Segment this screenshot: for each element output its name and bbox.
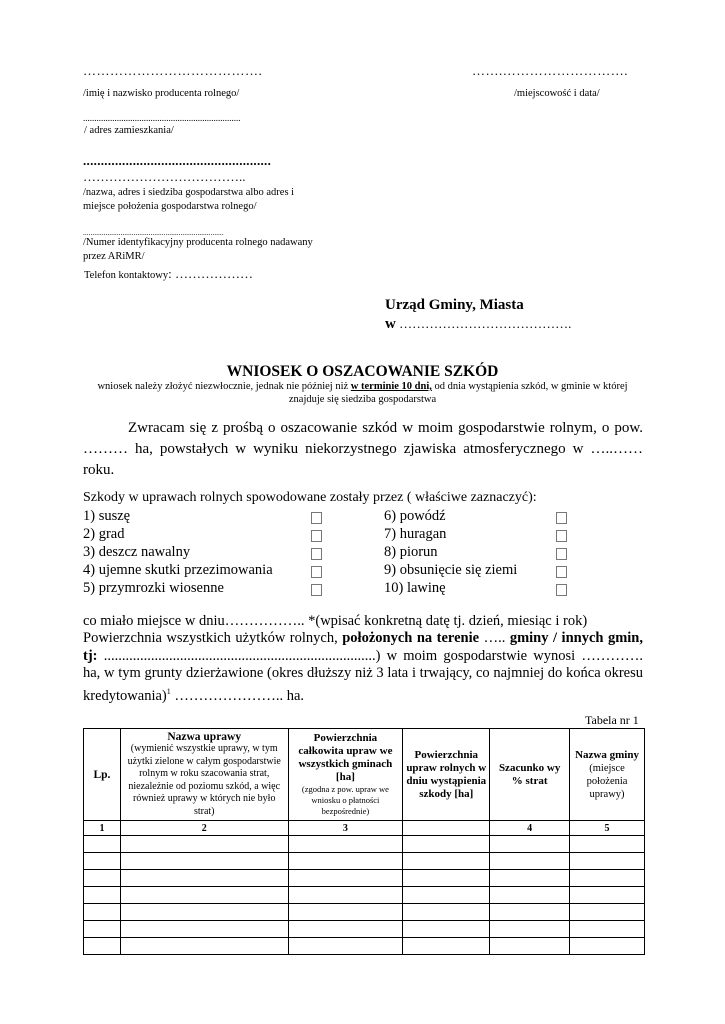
column-number: 2 [120,821,288,836]
table-cell[interactable] [490,853,570,870]
cause-lightning: 8) piorun [384,544,438,560]
table-row [84,921,645,938]
place-date-dots[interactable]: …….………………………. [472,63,628,78]
area-bold-2: gminy / innych gmin, tj: [83,630,643,664]
request-paragraph: Zwracam się z prośbą o oszacowanie szkód w moim gospodarstwie rolnym, o pow. ……… ha, powstałych w wyniku niekorzystnego zjawiska atmosferycznego w …..…… roku. [83,420,643,478]
table-cell[interactable] [84,904,121,921]
table-cell[interactable] [570,938,645,955]
farm-label-1: /nazwa, adres i siedziba gospodarstwa albo adres i [83,187,295,198]
table-header-row [84,729,645,821]
table-cell[interactable] [84,887,121,904]
table-cell[interactable] [120,904,288,921]
id-label-2: przez ARiMR/ [83,251,145,262]
table-cell[interactable] [288,887,403,904]
table-cell[interactable] [120,870,288,887]
recipient-line-1: Urząd Gminy, Miasta [385,297,524,313]
table-cell[interactable] [403,853,490,870]
table-row [84,887,645,904]
column-number: 1 [84,821,121,836]
table-cell[interactable] [403,836,490,853]
table-cell[interactable] [120,836,288,853]
table-cell[interactable] [570,921,645,938]
table-cell[interactable] [570,853,645,870]
form-title: WNIOSEK O OSZACOWANIE SZKÓD [226,363,499,380]
recipient-dots[interactable]: …………………………………. [395,316,572,331]
address-label: / adres zamieszkania/ [84,125,174,136]
table-cell[interactable] [84,921,121,938]
farm-dots-1[interactable]: ..................................................... [83,153,272,168]
header-commune [570,729,645,821]
column-number: 3 [288,821,403,836]
checkbox-drought[interactable] [311,512,322,524]
table-cell[interactable] [120,853,288,870]
table-cell[interactable] [84,870,121,887]
header-crop-name-title: Nazwa uprawy [167,731,242,743]
table-caption: Tabela nr 1 [585,713,639,727]
address-dots[interactable]: ...................................................................... [83,113,241,123]
area-bold-1: położonych na terenie [342,630,480,646]
header-commune-title: Nazwa gminy [575,748,639,761]
checkbox-avalanche[interactable] [556,584,567,596]
table-cell[interactable] [120,887,288,904]
table-cell[interactable] [403,921,490,938]
cause-heavy-rain: 3) deszcz nawalny [83,544,191,560]
form-subtitle-1 [0,381,725,392]
recipient-line-2 [385,315,571,333]
checkbox-flood[interactable] [556,512,567,524]
table-row [84,836,645,853]
table-cell[interactable] [490,938,570,955]
header-total-area-title: Powierzchnia całkowita upraw we wszystkich gminach [ha] [298,732,393,783]
phone-row [84,265,253,283]
table-cell[interactable] [570,887,645,904]
table-cell[interactable] [288,853,403,870]
table-cell[interactable] [288,870,403,887]
name-dots[interactable]: …………………………………. [83,63,263,78]
table-cell[interactable] [570,870,645,887]
table-cell[interactable] [288,904,403,921]
subtitle-deadline: w terminie 10 dni, [350,381,432,392]
column-number: 4 [490,821,570,836]
table-cell[interactable] [120,938,288,955]
area-part-2: ….. [479,630,510,646]
table-row [84,853,645,870]
table-row [84,870,645,887]
phone-dots[interactable]: : ……………… [168,266,253,281]
farm-dots-2[interactable]: ……………………………….. [83,169,246,184]
header-damaged-area: Powierzchnia upraw rolnych w dniu wystąpienia szkody [ha] [403,729,490,821]
table-cell[interactable] [120,921,288,938]
header-total-area-note: (zgodna z pow. upraw we wniosku o płatności bezpośrednie) [301,784,389,816]
cause-flood: 6) powódź [384,508,446,524]
cause-landslide: 9) obsunięcie się ziemi [384,562,518,578]
header-crop-name [120,729,288,821]
crops-table [83,728,645,955]
area-part-1: Powierzchnia wszystkich użytków rolnych, [83,630,343,646]
checkbox-winter-damage[interactable] [311,566,322,578]
subtitle-part-1: wniosek należy złożyć niezwłocznie, jednak nie później niż [97,381,351,392]
table-row [84,904,645,921]
checkbox-heavy-rain[interactable] [311,548,322,560]
cause-winter-damage: 4) ujemne skutki przezimowania [83,562,273,578]
table-cell[interactable] [403,870,490,887]
column-number: 5 [570,821,645,836]
table-cell[interactable] [490,836,570,853]
farm-label-2: miejsce położenia gospodarstwa rolnego/ [83,201,257,212]
id-label-1: /Numer identyfikacyjny producenta rolnego nadawany [83,237,313,248]
cause-hurricane: 7) huragan [384,526,447,542]
header-lp: Lp. [84,729,121,821]
header-crop-name-note: (wymienić wszystkie uprawy, w tym użytki zielone w całym gospodarstwie rolnym w roku szacowania strat, niezależnie od poziomu szkód, a więc również uprawy w których nie było strat) [127,743,281,817]
place-date-label: /miejscowość i data/ [514,88,600,99]
table-row [84,938,645,955]
table-cell[interactable] [288,938,403,955]
table-cell[interactable] [84,853,121,870]
date-line: co miało miejsce w dniu…………….. *(wpisać konkretną datę tj. dzień, miesiąc i rok) [83,613,588,629]
table-cell[interactable] [84,836,121,853]
area-paragraph [83,630,643,705]
phone-label: Telefon kontaktowy [84,270,169,281]
form-subtitle-2: znajduje się siedziba gospodarstwa [288,394,437,405]
area-part-3: ...........................................................................) w moim gospodarstwie wynosi …………. ha, w tym grunty dzierżawione (okres dłuższy niż 3 lata i trwający, co najmniej do końca okresu kredytowania) [83,647,643,704]
cause-hail: 2) grad [83,526,125,542]
table-cell[interactable] [490,870,570,887]
id-dots[interactable]: ........................................................................... [83,228,224,237]
table-cell[interactable] [84,938,121,955]
table-cell[interactable] [288,836,403,853]
header-commune-note: (miejsce położenia uprawy) [586,762,628,800]
checkbox-landslide[interactable] [556,566,567,578]
cause-spring-frost: 5) przymrozki wiosenne [83,580,224,596]
table-cell[interactable] [288,921,403,938]
subtitle-part-2: od dnia wystąpienia szkód, w gminie w której [431,381,628,392]
area-part-4: ………………….. ha. [170,687,305,704]
name-label: /imię i nazwisko producenta rolnego/ [83,88,240,99]
column-number [403,821,490,836]
table-cell[interactable] [570,836,645,853]
table-cell[interactable] [403,887,490,904]
column-numbers-row [84,821,645,836]
table-cell[interactable] [490,887,570,904]
table-cell[interactable] [403,904,490,921]
table-cell[interactable] [490,904,570,921]
cause-avalanche: 10) lawinę [384,580,446,596]
cause-drought: 1) suszę [83,508,131,524]
header-total-area [288,729,403,821]
checkbox-spring-frost[interactable] [311,584,322,596]
causes-heading: Szkody w uprawach rolnych spowodowane zostały przez ( właściwe zaznaczyć): [83,490,537,505]
table-cell[interactable] [490,921,570,938]
table-cell[interactable] [403,938,490,955]
header-loss-percent: Szacunko wy % strat [490,729,570,821]
checkbox-hail[interactable] [311,530,322,542]
checkbox-hurricane[interactable] [556,530,567,542]
footnote-ref: 1 [166,686,171,696]
table-cell[interactable] [570,904,645,921]
checkbox-lightning[interactable] [556,548,567,560]
recipient-w: w [385,316,396,332]
